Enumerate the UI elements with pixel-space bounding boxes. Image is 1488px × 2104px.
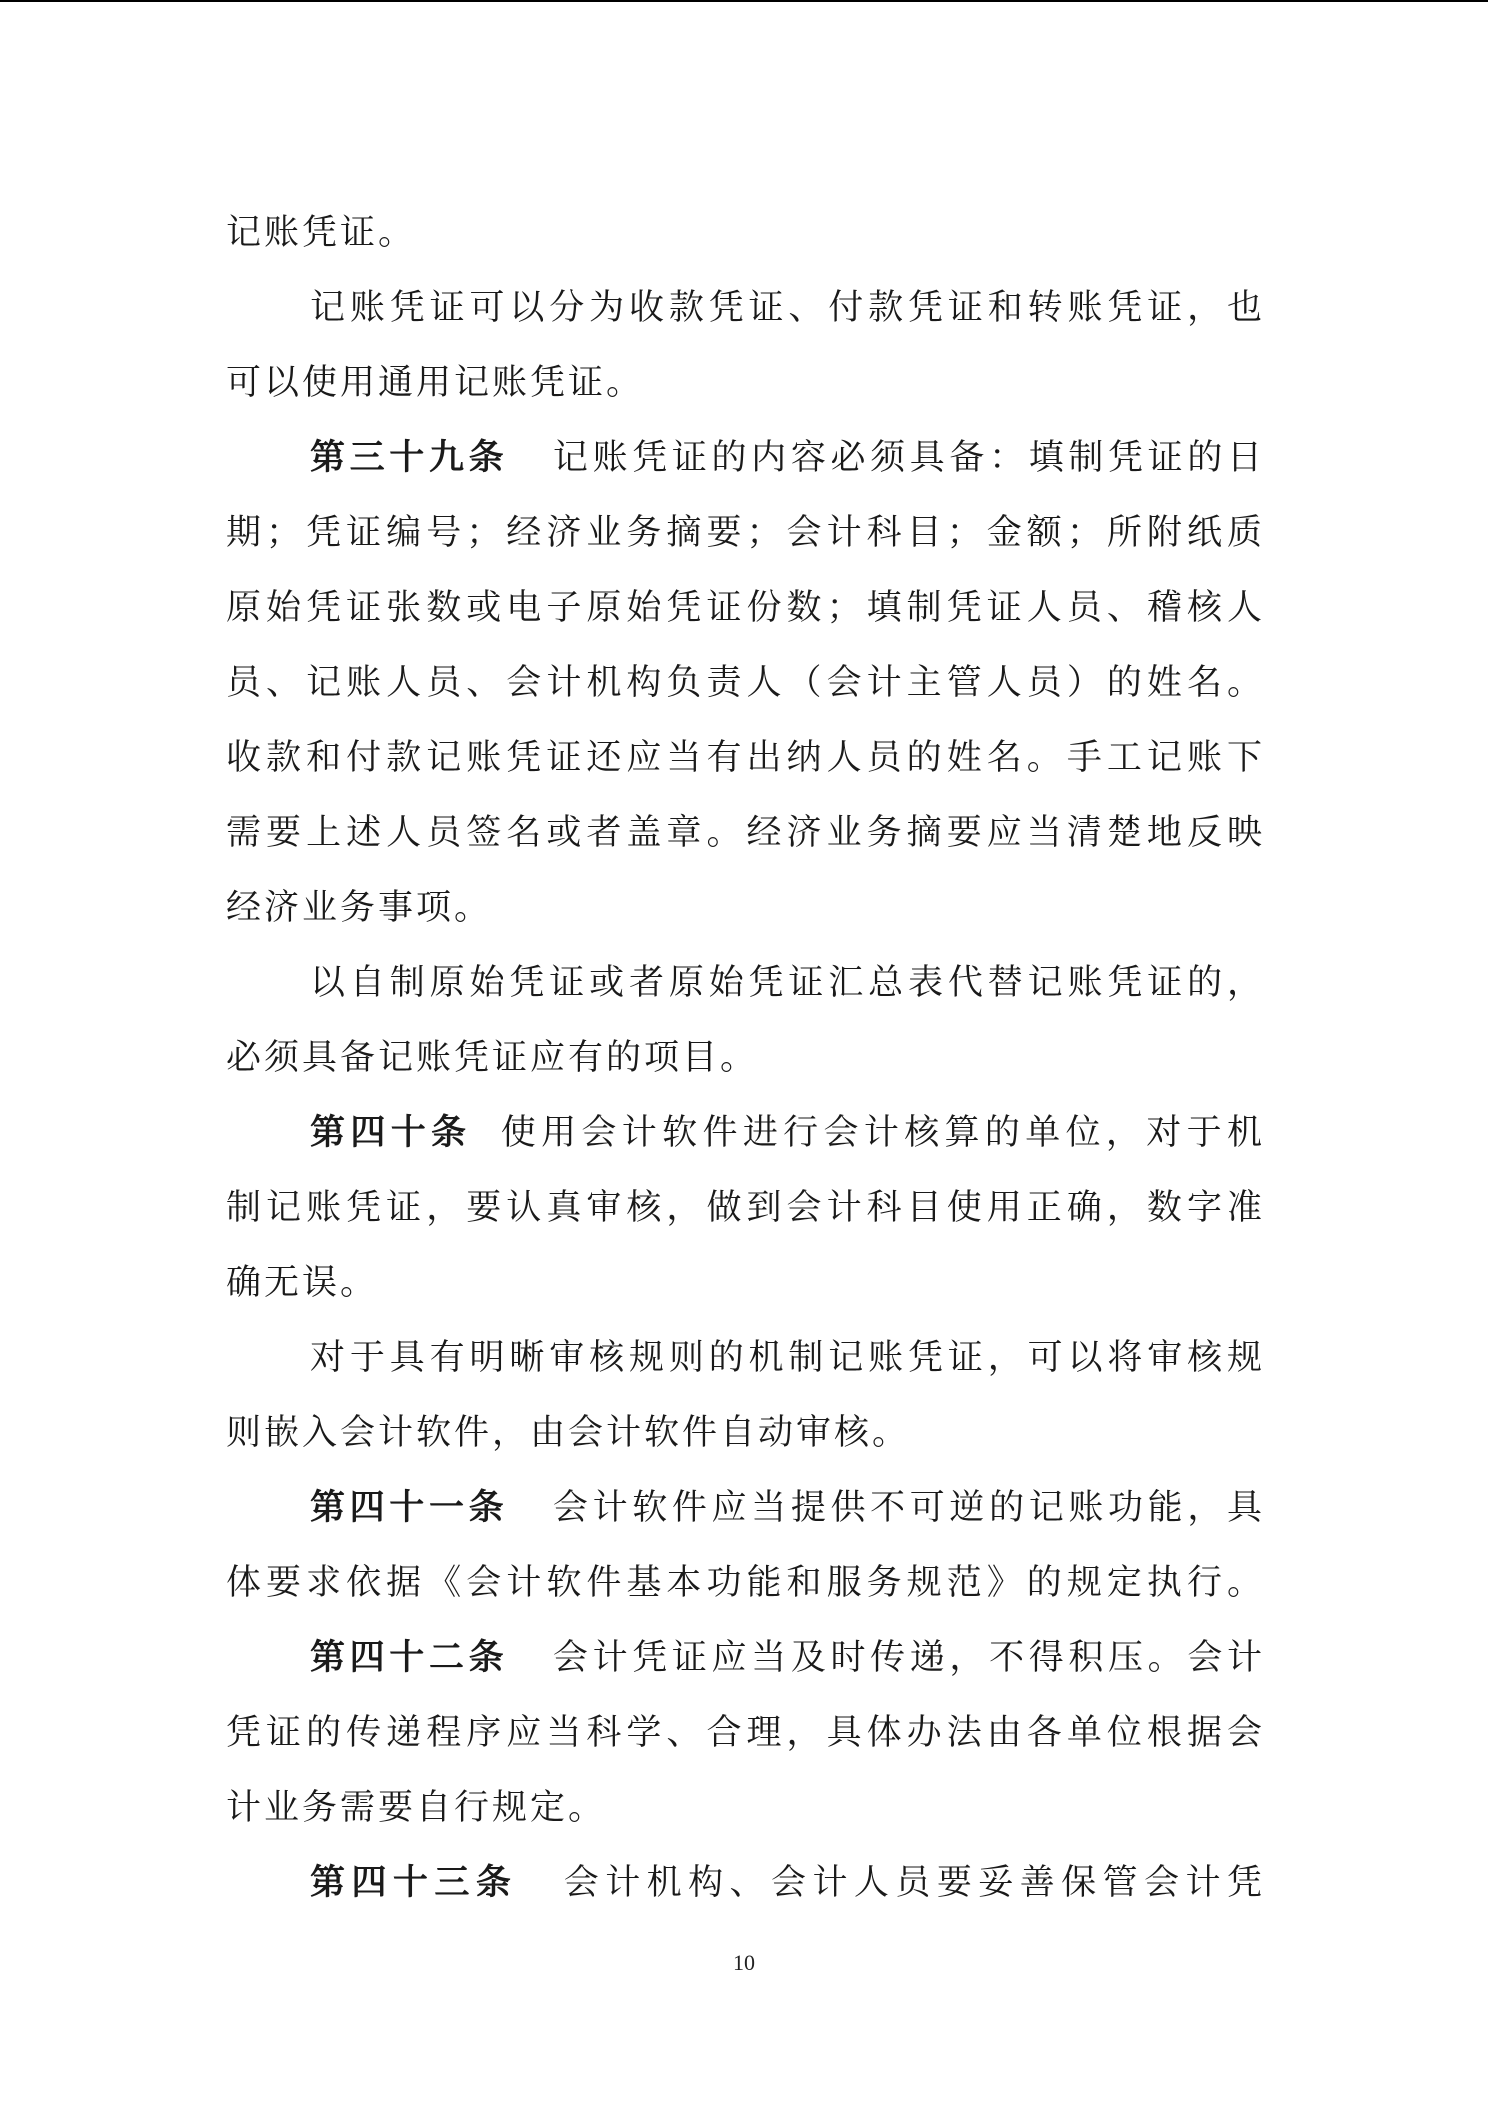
article-39-heading: 第三十九条 xyxy=(310,438,509,478)
article-43-first-line xyxy=(226,1846,1262,1921)
text-line: 体要求依据《会计软件基本功能和服务规范》的规定执行。 xyxy=(226,1563,1262,1603)
page-number: 10 xyxy=(733,1950,755,1975)
text-line: 记账凭证。 xyxy=(226,213,417,253)
text-line: 确无误。 xyxy=(226,1263,379,1303)
text-line: 凭证的传递程序应当科学、合理，具体办法由各单位根据会 xyxy=(226,1713,1262,1753)
text-line: 需要上述人员签名或者盖章。经济业务摘要应当清楚地反映 xyxy=(226,813,1262,853)
text-line: 期；凭证编号；经济业务摘要；会计科目；金额；所附纸质 xyxy=(226,513,1262,553)
article-41-heading: 第四十一条 xyxy=(310,1488,509,1528)
article-40-first-line xyxy=(226,1096,1262,1171)
text-line: 制记账凭证，要认真审核，做到会计科目使用正确，数字准 xyxy=(226,1188,1262,1228)
document-body xyxy=(226,196,1262,1921)
text-line: 员、记账人员、会计机构负责人（会计主管人员）的姓名。 xyxy=(226,663,1262,703)
article-42-heading: 第四十二条 xyxy=(310,1638,509,1678)
article-43-heading: 第四十三条 xyxy=(310,1863,518,1903)
text-line: 使用会计软件进行会计核算的单位，对于机 xyxy=(495,1113,1262,1153)
article-42-first-line xyxy=(226,1621,1262,1696)
text-line: 经济业务事项。 xyxy=(226,888,493,928)
text-line: 会计机构、会计人员要妥善保管会计凭 xyxy=(557,1863,1262,1903)
text-line: 收款和付款记账凭证还应当有出纳人员的姓名。手工记账下 xyxy=(226,738,1262,778)
text-line: 会计软件应当提供不可逆的记账功能，具 xyxy=(548,1488,1262,1528)
text-line: 记账凭证可以分为收款凭证、付款凭证和转账凭证，也 xyxy=(310,288,1262,328)
article-39-first-line xyxy=(226,421,1262,496)
text-line: 以自制原始凭证或者原始凭证汇总表代替记账凭证的， xyxy=(310,963,1262,1003)
text-line: 会计凭证应当及时传递，不得积压。会计 xyxy=(548,1638,1262,1678)
text-line: 计业务需要自行规定。 xyxy=(226,1788,607,1828)
page-top-border xyxy=(0,0,1488,2)
text-line: 必须具备记账凭证应有的项目。 xyxy=(226,1038,759,1078)
article-41-first-line xyxy=(226,1471,1262,1546)
text-line: 对于具有明晰审核规则的机制记账凭证，可以将审核规 xyxy=(310,1338,1262,1378)
text-line: 记账凭证的内容必须具备：填制凭证的日 xyxy=(548,438,1262,478)
text-line: 则嵌入会计软件，由会计软件自动审核。 xyxy=(226,1413,911,1453)
text-line: 原始凭证张数或电子原始凭证份数；填制凭证人员、稽核人 xyxy=(226,588,1262,628)
article-40-heading: 第四十条 xyxy=(310,1113,472,1153)
text-line: 可以使用通用记账凭证。 xyxy=(226,363,645,403)
